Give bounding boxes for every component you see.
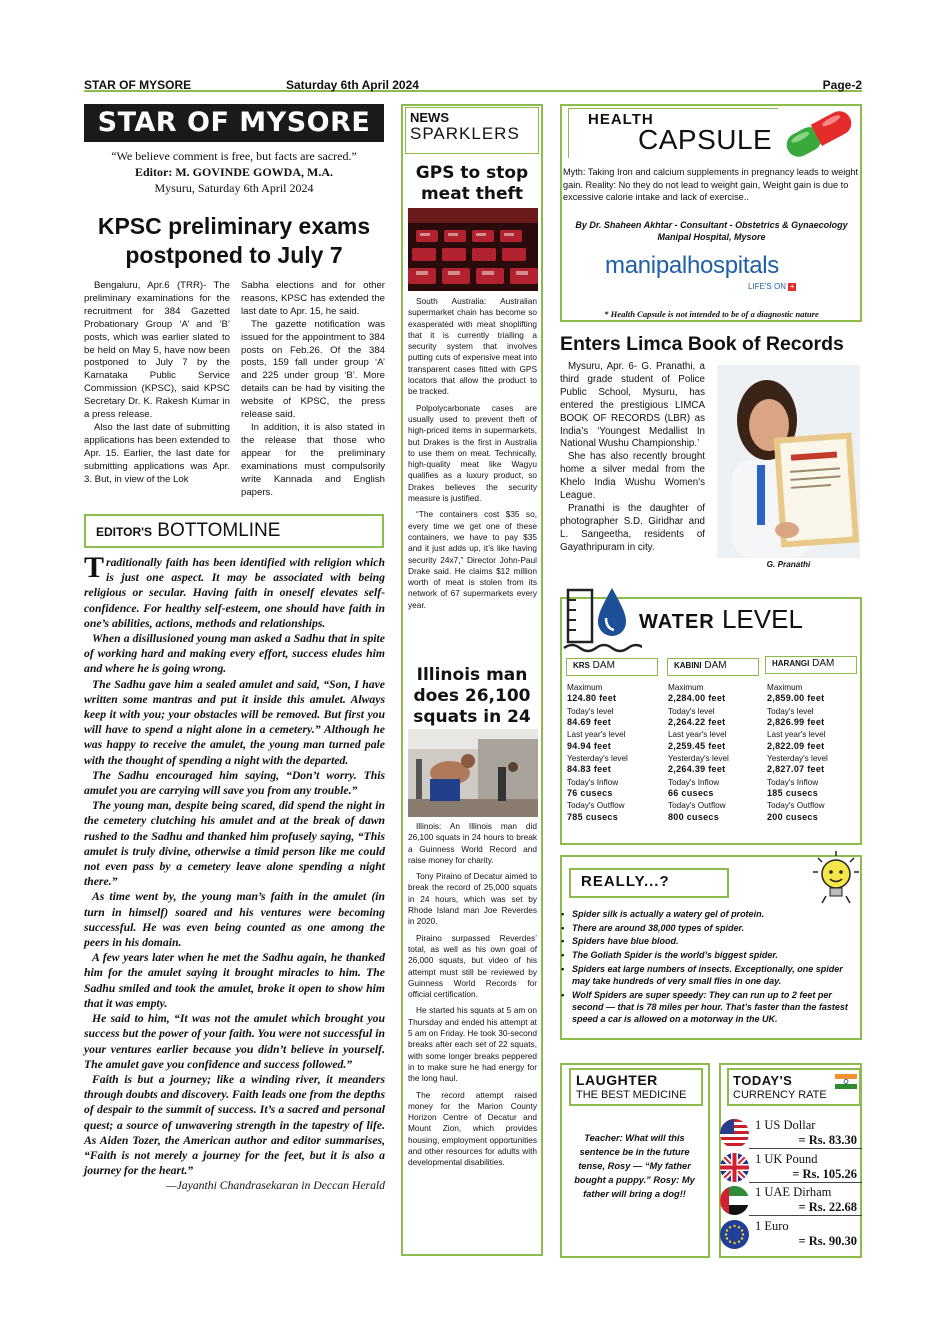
list-item: • Spiders have blue blood. [559, 935, 862, 947]
header-paper: STAR OF MYSORE [84, 78, 192, 92]
dam-value: 84.83 feet [567, 764, 612, 775]
news-story1-title: GPS to stop meat theft [415, 163, 529, 204]
dam-label: DAM [704, 660, 727, 671]
really-list [559, 908, 862, 1027]
masthead-info [84, 148, 384, 196]
currency-heading [733, 1073, 827, 1103]
page-header [84, 78, 862, 92]
water-level-title [639, 604, 803, 635]
currency-name: 1 Euro [755, 1219, 789, 1233]
manipal-logo: manipalhospitals [605, 252, 779, 279]
kpsc-paragraph: Bengaluru, Apr.6 (TRR)- The preliminary examinations for the recruitment for 384 Gazetted Probationary Group ‘A’ and ‘B’ posts, which was earlier slated to be held on May 5, have now been postponed to July 7 by the Karnataka Public Service Commission (KPSC), said KPSC Secretary Dr. K. Rakesh Kumar in a press release. [84, 280, 230, 421]
dam-value: 185 cusecs [767, 788, 819, 799]
capsule-pill-icon [776, 110, 862, 158]
editor-credit: —Jayanthi Chandrasekaran in Deccan Herald [166, 1179, 385, 1193]
dam-label: DAM [812, 658, 835, 669]
dam-value: 76 cusecs [567, 788, 613, 799]
dam-value: 2,822.09 feet [767, 740, 825, 751]
editor-paragraph: As time went by, the young man’s faith in the amulet (in turn in himself) soared and his ventures were becoming successful. He was even being counted as one among the peers in his domain. [84, 890, 385, 950]
health-text: Myth: Taking Iron and calcium supplements in pregnancy leads to weight gain. Reality: No they do not lead to weight gain, Weight gain is due to excessive calorie intake and lack of exercise.. [563, 167, 859, 202]
dam-label: DAM [592, 660, 615, 671]
editor-paragraph: The Sadhu encouraged him saying, “Don’t worry. This amulet you are carrying will save you from any trouble.” [84, 768, 385, 798]
masthead-title: STAR OF MYSORE [84, 104, 384, 142]
laughter-heading [576, 1073, 686, 1103]
news-heading [410, 110, 520, 142]
news-story1-text [408, 296, 537, 616]
health-byline-1: By Dr. Shaheen Akhtar - Consultant - Obstetrics & Gynaecology [575, 220, 848, 230]
dam-abbr: HARANGI [772, 659, 810, 668]
dam-value: 200 cusecs [767, 811, 819, 822]
currency-rate: = Rs. 83.30 [798, 1133, 857, 1147]
dam-field-label: Last year's level [668, 730, 727, 740]
kpsc-headline: KPSC preliminary exams postponed to July 7 [97, 213, 371, 268]
news-paragraph: Tony Piraino of Decatur aimed to break the record of 25,000 squats in 24 hours, which was set by Rhode Island man Joe Reverdes in 2020. [408, 871, 537, 927]
limca-headline: Enters Limca Book of Records [560, 333, 844, 355]
news-paragraph: Polpolycarbonate cases are usually used to prevent theft of high-priced items in supermarkets, but Drakes is the first in Australia to use them on meat. Technically, high-quality meat like Wagyu qualifies as a luxury product, so Drakes believes the security measure is justified. [408, 402, 537, 504]
editor-heading-small: EDITOR'S [96, 525, 152, 539]
limca-paragraph: Mysuru, Apr. 6- G. Pranathi, a third grade student of Police Public School, Mysuru, has entered the prestigious LIMCA BOOK OF RECORDS (LBR) as India’s ‘Youngest Medallist In National Wushu Championship.’ [560, 361, 705, 450]
masthead-place-date: Mysuru, Saturday 6th April 2024 [154, 181, 314, 195]
dam-field-label: Today's Outflow [668, 801, 726, 811]
news-paragraph: Piraino surpassed Reverdes’ total, as well as his own goal of 26,000 squats, but video of his attempt must still be reviewed by Guinness World Records for official certification. [408, 932, 537, 1000]
currency-name: 1 UAE Dirham [755, 1185, 832, 1199]
dam-abbr: KRS [573, 661, 590, 670]
water-title-bold: WATER [639, 611, 715, 633]
currency-row [719, 1219, 862, 1251]
editor-paragraph: The Sadhu gave him a sealed amulet and said, “Son, I have written some mantras and put it inside this amulet. Always keep it with you; your obstacles will be removed. But first you will have to spend a night alone in a cemetery.” Although he was happy to receive the amulet, the young man turned pale with the thought of spending a night with the departed. [84, 677, 385, 767]
news-heading-1: NEWS [410, 110, 449, 125]
news-paragraph: South Australia: Australian supermarket chain has become so exasperated with meat shoplifting that it is currently trialling a security system that involves putting cuts of expensive meat into transparent cases fitted with GPS locators that allow the product to be tracked. [408, 296, 537, 397]
water-drop-icon [562, 580, 642, 660]
dam-value: 2,264.22 feet [668, 716, 726, 727]
dam-field-label: Today's level [767, 706, 814, 716]
currency-name: 1 US Dollar [755, 1118, 816, 1132]
dam-field-label: Yesterday's level [567, 754, 628, 764]
health-heading-1: HEALTH [588, 111, 654, 128]
kabini-dam-data [668, 683, 763, 825]
dam-field-label: Today's level [567, 706, 614, 716]
divider [749, 1148, 862, 1149]
currency-rate: = Rs. 105.26 [792, 1167, 857, 1181]
editor-paragraph: The young man, despite being scared, did spend the night in the cemetery clutching his amulet and at the break of dawn rushed to the Sadhu and thanked him profusely saying, “This amulet is truly divine, otherwise a timid person like me could not even pass by a cemetery leave alone spending a night there.” [84, 799, 385, 889]
limca-text [560, 361, 705, 555]
dam-value: 124.80 feet [567, 693, 617, 704]
dam-field-label: Today's Outflow [767, 801, 825, 811]
dam-field-label: Today's level [668, 706, 715, 716]
eu-flag-icon [720, 1220, 749, 1249]
dam-field-label: Maximum [767, 683, 803, 692]
krs-dam-tab [566, 658, 658, 676]
editor-dropcap: T [84, 551, 105, 584]
header-date: Saturday 6th April 2024 [286, 78, 419, 92]
masthead-editor: Editor: M. GOVINDE GOWDA, M.A. [135, 165, 333, 179]
editor-paragraph: Faith is but a journey; like a winding river, it meanders through doubts and discovery. Faith leads one from the depths of despair to the summit of success. It’s a sacred and personal quest; a source of unwavering strength in the tapestry of life. As Aiden Tozer, the American author and editor summarises, “Faith is not merely a journey for the feet, but it is also a journey for the heart.” [84, 1072, 385, 1178]
manipal-logo-sub [748, 282, 796, 291]
divider [749, 1182, 862, 1183]
dam-field-label: Yesterday's level [668, 754, 729, 764]
editor-paragraph: A few years later when he met the Sadhu again, he thanked him for the amulet saying it brought miracles to him. The Sadhu smiled and took the amulet, broke it open to show him that it was empty. [84, 951, 385, 1010]
health-heading-2: CAPSULE [638, 124, 773, 155]
kpsc-paragraph: Sabha elections and for other reasons, KPSC has extended the last date to Apr. 15, he said. [241, 280, 385, 317]
kpsc-paragraph: The gazette notification was issued for the appointment to 384 posts on Feb.26. Of the 384 posts, 159 fall under group ‘A’ and 225 under group ‘B’. More details can be had by visiting the website of KPSC, the press release said. [241, 318, 385, 421]
really-heading: REALLY...? [581, 873, 670, 890]
list-item: • The Goliath Spider is the world’s biggest spider. [559, 949, 862, 961]
editor-heading-big: BOTTOMLINE [157, 520, 281, 541]
news-paragraph: “The containers cost $35 so, every time we get one of these containers, we have to pay $35 and it just adds up, it’s like having security 24x7,” Director John-Paul Drake said. He claims $12 million worth of meat is stolen from its network of 67 supermarkets every year. [408, 509, 537, 610]
editor-heading [96, 520, 280, 542]
dam-value: 800 cusecs [668, 811, 720, 822]
currency-heading-2: CURRENCY RATE [733, 1089, 827, 1101]
currency-name: 1 UK Pound [755, 1152, 818, 1166]
dam-field-label: Today's Outflow [567, 801, 625, 811]
dam-value: 2,827.07 feet [767, 764, 825, 775]
dam-abbr: KABINI [674, 661, 702, 670]
divider [749, 1215, 862, 1216]
dam-value: 2,264.39 feet [668, 764, 726, 775]
dam-value: 2,259.45 feet [668, 740, 726, 751]
kpsc-paragraph: Also the last date of submitting applications has been extended to Apr. 15. Earlier, the last date for submitting applications was Apr. 3. But, in view of the Lok [84, 421, 230, 485]
dam-value: 785 cusecs [567, 811, 619, 822]
limca-paragraph: Pranathi is the daughter of photographer S.D. Giridhar and L. Sangeetha, residents of Gayathripuram in city. [560, 502, 705, 553]
laughter-joke: Teacher: What will this sentence be in the future tense, Rosy — “My father bought a puppy.” Rosy: My father will bring a dog!! [574, 1133, 695, 1199]
dam-field-label: Today's Inflow [567, 777, 619, 787]
dam-value: 84.69 feet [567, 716, 612, 727]
editor-paragraph: He said to him, “It was not the amulet which brought you success but the power of your faith. You were not successful in your ventures earlier because you didn’t believe in yourself. The amulet gave you confidence and success followed.” [84, 1012, 385, 1071]
lightbulb-icon [812, 850, 860, 904]
list-item: • Wolf Spiders are super speedy: They can run up to 2 feet per second — that is 78 miles per hour. That’s faster than the fastest speed a car is allowed on a motorway in the UK. [559, 989, 862, 1026]
health-byline-2: Manipal Hospital, Mysore [657, 232, 766, 242]
kpsc-column-1 [84, 280, 230, 487]
editor-first-paragraph: raditionally faith has been identified with religion which is just one aspect. It may be associated with being religious or secular. Having faith in oneself elevates self-confidence. For healthy self-esteem, one should have faith in one’s abilities, actions, methods and relationships. [84, 556, 385, 630]
krs-dam-data [567, 683, 662, 825]
editor-article [84, 551, 385, 1194]
currency-row [719, 1185, 862, 1217]
health-byline [563, 219, 860, 243]
harangi-dam-data [767, 683, 859, 825]
us-flag-icon [720, 1119, 749, 1148]
news-story2-title: Illinois man does 26,100 squats in 24 [413, 665, 531, 727]
news-heading-2: SPARKLERS [410, 124, 520, 143]
dam-field-label: Maximum [567, 683, 603, 692]
limca-paragraph: She has also recently brought home a silver medal from the Khelo India Wushu Women's League. [560, 451, 705, 502]
kabini-dam-tab [667, 658, 759, 676]
currency-heading-1: TODAY'S [733, 1073, 793, 1088]
currency-row [719, 1118, 862, 1150]
dam-field-label: Maximum [668, 683, 704, 692]
pranathi-photo [717, 365, 860, 558]
manipal-tagline: LIFE'S ON [748, 282, 786, 291]
meat-photo [408, 208, 538, 291]
dam-value: 2,284.00 feet [668, 693, 726, 704]
harangi-dam-tab [765, 656, 857, 674]
currency-rate: = Rs. 90.30 [798, 1234, 857, 1248]
squats-photo [408, 729, 538, 817]
dam-value: 2,826.99 feet [767, 716, 825, 727]
news-story2-text [408, 821, 537, 1174]
dam-value: 94.94 feet [567, 740, 612, 751]
uk-flag-icon [720, 1153, 749, 1182]
limca-caption: G. Pranathi [766, 560, 811, 569]
list-item: • Spider silk is actually a watery gel of protein. [559, 908, 862, 920]
list-item: • There are around 38,000 types of spider. [559, 922, 862, 934]
currency-row [719, 1152, 862, 1184]
news-paragraph: Illinois: An Illinois man did 26,100 squats in 24 hours to break a Guinness World Record and raise money for charity. [408, 821, 537, 865]
health-note: * Health Capsule is not intended to be of a diagnostic nature [604, 309, 819, 319]
laughter-heading-1: LAUGHTER [576, 1072, 658, 1088]
currency-rate: = Rs. 22.68 [798, 1200, 857, 1214]
uae-flag-icon [720, 1186, 749, 1215]
dam-value: 66 cusecs [668, 788, 714, 799]
header-page: Page-2 [822, 78, 862, 92]
editor-paragraph: When a disillusioned young man asked a Sadhu that in spite of working hard and making every effort, success eludes him and where he is going wrong. [84, 632, 385, 676]
news-paragraph: He started his squats at 5 am on Thursday and ended his attempt at 5 am on Friday. He took 30-second breaks after each set of 22 squats, with some longer breaks peppered in to make sure he had energy for the long haul. [408, 1005, 537, 1084]
kpsc-column-2 [241, 280, 385, 499]
news-paragraph: The record attempt raised money for the Marion County Horizon Centre of Decatur and Mount Zion, which provides housing, employment opportunities and other resources for adults with developmental disabilities. [408, 1089, 537, 1168]
dam-field-label: Last year's level [767, 730, 826, 740]
dam-value: 2,859.00 feet [767, 693, 825, 704]
laughter-heading-2: THE BEST MEDICINE [576, 1089, 687, 1101]
red-cross-icon: + [789, 281, 795, 291]
india-flag-icon [835, 1074, 857, 1089]
kpsc-paragraph: In addition, it is also stated in the release that those who appear for the preliminary examinations must compulsorily write Kannada and English papers. [241, 421, 385, 498]
list-item: • Spiders eat large numbers of insects. Exceptionally, one spider may take hundreds of very small flies in one day. [559, 963, 862, 987]
water-title-light: LEVEL [721, 604, 803, 634]
dam-field-label: Today's Inflow [767, 777, 819, 787]
dam-field-label: Yesterday's level [767, 754, 828, 764]
dam-field-label: Last year's level [567, 730, 626, 740]
dam-field-label: Today's Inflow [668, 777, 720, 787]
masthead-motto: “We believe comment is free, but facts are sacred.” [111, 149, 357, 163]
